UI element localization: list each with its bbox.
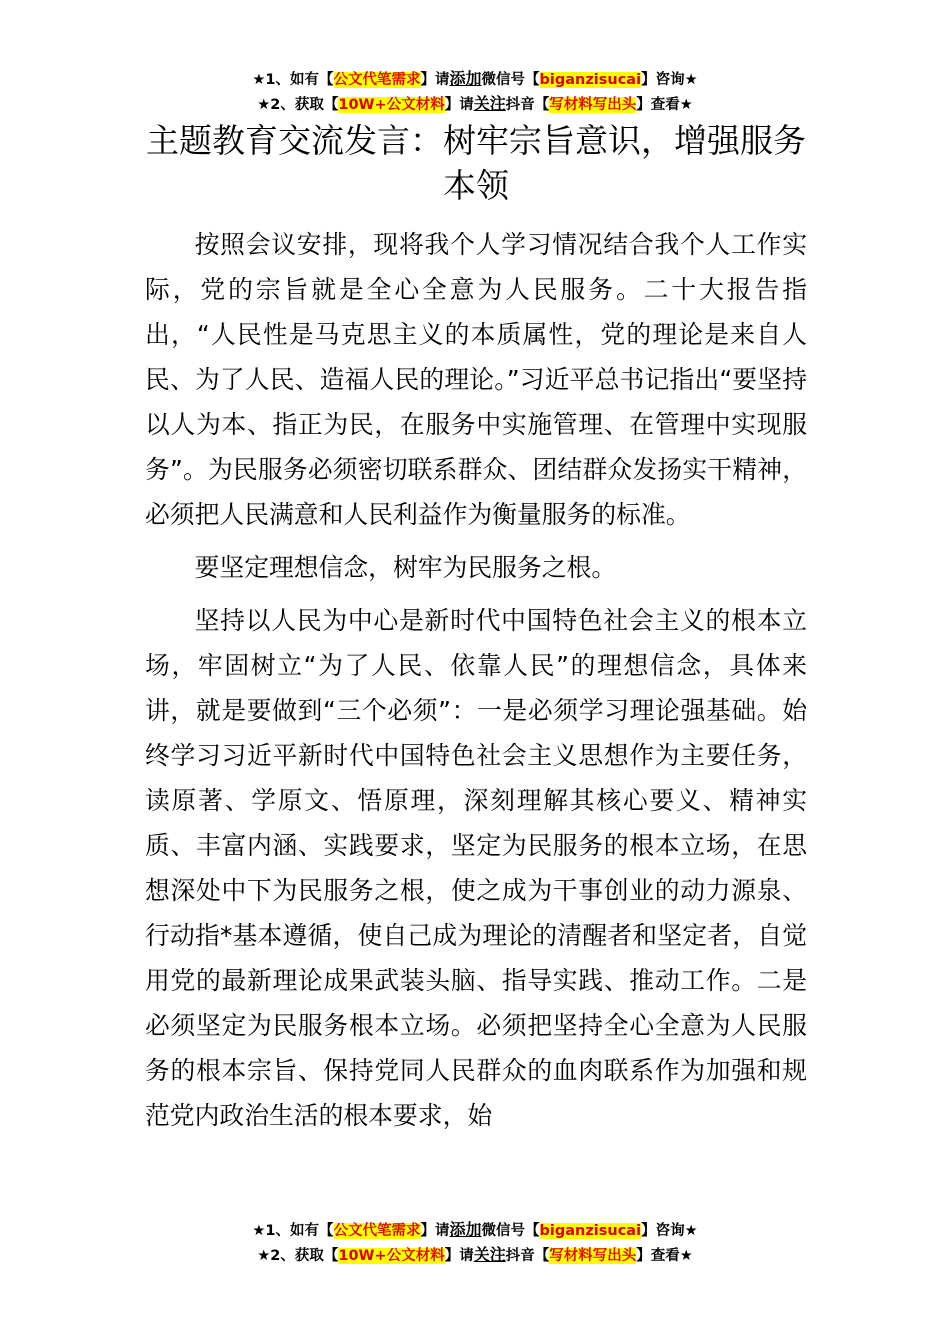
banner-line-1 — [0, 1217, 950, 1242]
banner-highlight: 公文代笔需求 — [333, 1223, 421, 1239]
footer-ad-banner — [0, 1217, 950, 1267]
document-body — [145, 222, 807, 1138]
banner-underlined: 关注 — [473, 1245, 506, 1264]
header-ad-banner — [0, 66, 950, 116]
banner-text: 】请 — [420, 72, 450, 88]
banner-text: 微信号【 — [481, 72, 540, 88]
banner-text: ★2、获取【 — [257, 97, 339, 113]
banner-text: 】咨询★ — [641, 72, 698, 88]
banner-line-1 — [0, 66, 950, 91]
banner-text: 】请 — [444, 97, 474, 113]
banner-text: 】查看★ — [636, 97, 693, 113]
banner-text: 】请 — [420, 1223, 450, 1239]
banner-underlined: 添加 — [449, 1220, 482, 1239]
banner-line-2 — [0, 91, 950, 116]
banner-text: ★1、如有【 — [252, 1223, 334, 1239]
paragraph-heading: 要坚定理想信念，树牢为民服务之根。 — [194, 553, 617, 582]
banner-highlight: 10W+公文材料 — [338, 1248, 445, 1264]
banner-underlined: 添加 — [449, 69, 482, 88]
banner-highlight: 公文代笔需求 — [333, 72, 421, 88]
banner-text: 】请 — [444, 1248, 474, 1264]
banner-underlined: 关注 — [473, 94, 506, 113]
paragraph-spacer — [145, 537, 807, 545]
banner-highlight-douyin: 写材料写出头 — [549, 1248, 637, 1264]
banner-text: 抖音【 — [505, 1248, 550, 1264]
banner-highlight: 10W+公文材料 — [338, 97, 445, 113]
banner-text: 微信号【 — [481, 1223, 540, 1239]
banner-highlight-wechat: biganzisucai — [539, 72, 642, 88]
banner-line-2 — [0, 1242, 950, 1267]
banner-text: 】咨询★ — [641, 1223, 698, 1239]
banner-highlight-wechat: biganzisucai — [539, 1223, 642, 1239]
banner-text: ★1、如有【 — [252, 72, 334, 88]
paragraph-intro: 按照会议安排，现将我个人学习情况结合我个人工作实际，党的宗旨就是全心全意为人民服务。二十大报告指出，“人民性是马克思主义的本质属性，党的理论是来自人民、为了人民、造福人民的理论。”习近平总书记指出“要坚持以人为本、指正为民，在服务中实施管理、在管理中实现服务”。为民服务必须密切联系群众、团结群众发扬实干精神，必须把人民满意和人民利益作为衡量服务的标准。 — [145, 230, 807, 529]
document-title: 主题教育交流发言：树牢宗旨意识，增强服务本领 — [146, 121, 806, 205]
banner-text: 抖音【 — [505, 97, 550, 113]
paragraph-spacer — [145, 590, 807, 598]
banner-text: 】查看★ — [636, 1248, 693, 1264]
paragraph-body: 坚持以人民为中心是新时代中国特色社会主义的根本立场，牢固树立“为了人民、依靠人民”的理想信念，具体来讲，就是要做到“三个必须”：一是必须学习理论强基础。始终学习习近平新时代中国特色社会主义思想作为主要任务，读原著、学原文、悟原理，深刻理解其核心要义、精神实质、丰富内涵、实践要求，坚定为民服务的根本立场，在思想深处中下为民服务之根，使之成为干事创业的动力源泉、行动指*基本遵循，使自己成为理论的清醒者和坚定者，自觉用党的最新理论成果武装头脑、指导实践、推动工作。二是必须坚定为民服务根本立场。必须把坚持全心全意为人民服务的根本宗旨、保持党同人民群众的血肉联系作为加强和规范党内政治生活的根本要求，始 — [145, 606, 807, 1130]
banner-text: ★2、获取【 — [257, 1248, 339, 1264]
banner-highlight-douyin: 写材料写出头 — [549, 97, 637, 113]
